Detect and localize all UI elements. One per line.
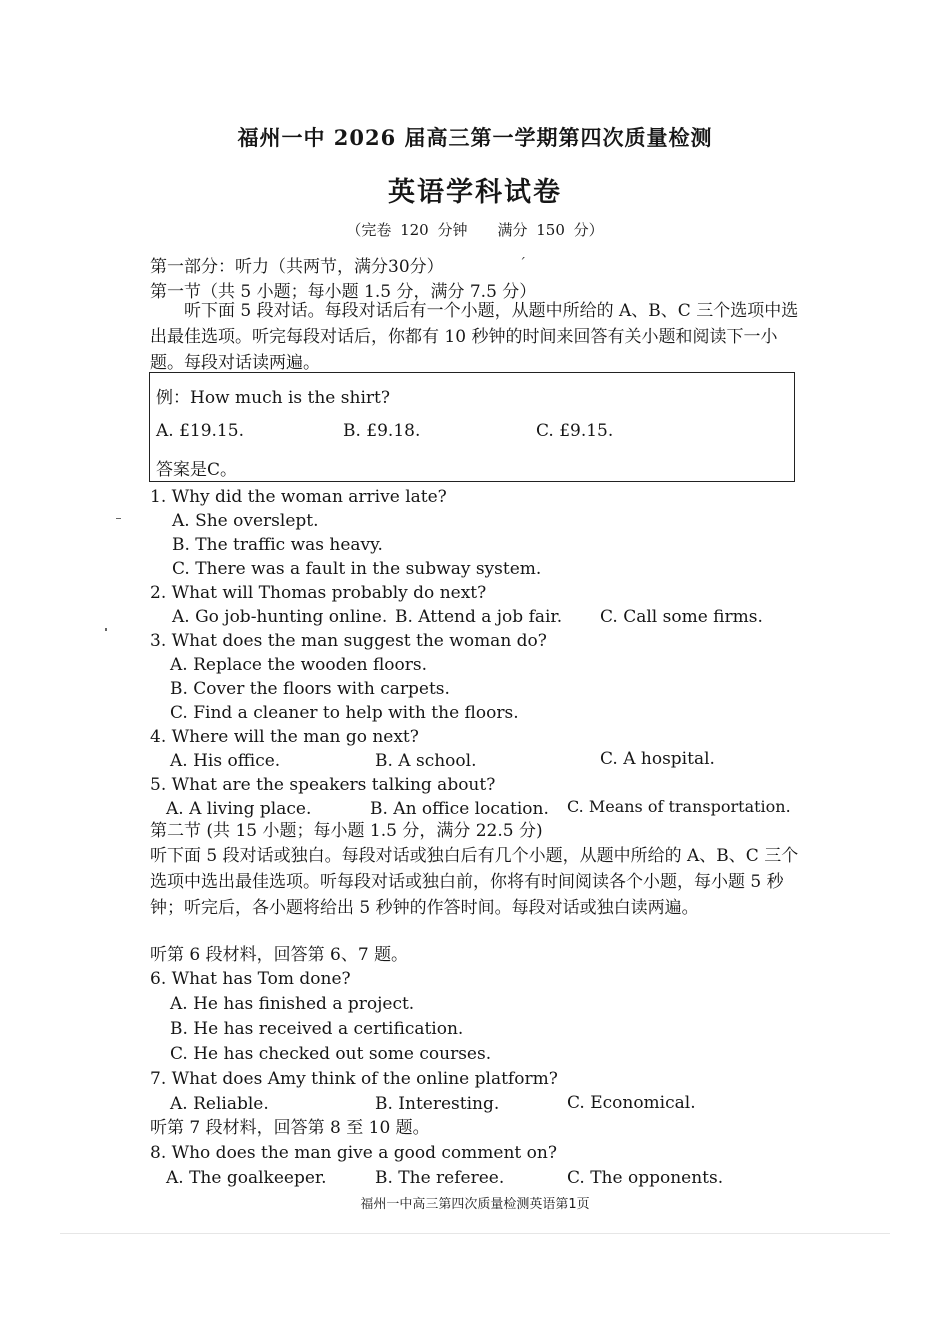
material7-instruction: 听第 7 段材料，回答第 8 至 10 题。: [150, 1118, 430, 1138]
q8-option-c: C. The opponents.: [567, 1168, 724, 1188]
section1-instructions: 听下面 5 段对话。每段对话后有一个小题，从题中所给的 A、B、C 三个选项中选出最佳选项。听完每段对话后，你都有 10 秒钟的时间来回答有关小题和阅读下一小题。每段对话读两遍。: [150, 301, 799, 373]
question-4: 4. Where will the man go next?: [150, 727, 419, 747]
question-7: 7. What does Amy think of the online platform?: [150, 1069, 558, 1089]
q5-option-c: C. Means of transportation.: [567, 797, 791, 816]
pen-mark: ˊ: [519, 256, 526, 272]
exam-info: （完卷 120 分钟 满分 150 分）: [346, 221, 604, 239]
example-option-a: A. £19.15.: [156, 421, 244, 441]
section2-heading: 第二节 (共 15 小题；每小题 1.5 分，满分 22.5 分): [150, 821, 543, 841]
page-footer: 福州一中高三第四次质量检测英语第1页: [360, 1197, 590, 1212]
question-3: 3. What does the man suggest the woman do?: [150, 631, 547, 651]
q3-option-b: B. Cover the floors with carpets.: [170, 679, 450, 699]
q3-option-c: C. Find a cleaner to help with the floors.: [170, 703, 519, 723]
question-5: 5. What are the speakers talking about?: [150, 775, 496, 795]
q2-option-a: A. Go job-hunting online.: [172, 607, 388, 627]
q1-option-a: A. She overslept.: [172, 511, 319, 531]
question-8: 8. Who does the man give a good comment on?: [150, 1143, 557, 1163]
q6-option-b: B. He has received a certification.: [170, 1019, 464, 1039]
q5-option-b: B. An office location.: [370, 799, 549, 819]
example-answer: 答案是C。: [156, 460, 238, 480]
q7-option-b: B. Interesting.: [375, 1094, 500, 1114]
exam-title: 福州一中 2026 届高三第一学期第四次质量检测: [237, 125, 713, 150]
q4-option-b: B. A school.: [375, 751, 477, 771]
part1-heading: 第一部分：听力（共两节，满分30分）: [150, 257, 444, 277]
q1-option-c: C. There was a fault in the subway system.: [172, 559, 542, 579]
question-6: 6. What has Tom done?: [150, 969, 351, 989]
section2-instructions: 听下面 5 段对话或独白。每段对话或独白后有几个小题，从题中所给的 A、B、C 三个选项中选出最佳选项。听每段对话或独白前，你将有时间阅读各个小题，每小题 5 秒钟；听完后，各小题将给出 5 秒钟的作答时间。每段对话或独白读两遍。: [150, 846, 799, 918]
material6-instruction: 听第 6 段材料，回答第 6、7 题。: [150, 945, 409, 965]
scan-speck: [116, 518, 121, 519]
q1-option-b: B. The traffic was heavy.: [172, 535, 383, 555]
q2-option-c: C. Call some firms.: [600, 607, 763, 627]
scan-edge-line: [60, 1233, 890, 1234]
section1-heading: 第一节（共 5 小题；每小题 1.5 分，满分 7.5 分）: [150, 282, 537, 302]
q4-option-a: A. His office.: [170, 751, 281, 771]
q8-option-a: A. The goalkeeper.: [166, 1168, 327, 1188]
scan-speck: [105, 628, 107, 631]
q3-option-a: A. Replace the wooden floors.: [170, 655, 428, 675]
question-1: 1. Why did the woman arrive late?: [150, 487, 447, 507]
example-option-b: B. £9.18.: [343, 421, 421, 441]
q2-option-b: B. Attend a job fair.: [395, 607, 563, 627]
q7-option-c: C. Economical.: [567, 1093, 696, 1113]
example-option-c: C. £9.15.: [536, 421, 614, 441]
example-box: [149, 372, 795, 482]
q4-option-c: C. A hospital.: [600, 749, 715, 769]
question-2: 2. What will Thomas probably do next?: [150, 583, 487, 603]
example-question: 例：How much is the shirt?: [156, 388, 390, 408]
q8-option-b: B. The referee.: [375, 1168, 505, 1188]
subject-title: 英语学科试卷: [388, 177, 562, 208]
q6-option-a: A. He has finished a project.: [170, 994, 415, 1014]
q7-option-a: A. Reliable.: [170, 1094, 269, 1114]
q5-option-a: A. A living place.: [166, 799, 312, 819]
q6-option-c: C. He has checked out some courses.: [170, 1044, 492, 1064]
